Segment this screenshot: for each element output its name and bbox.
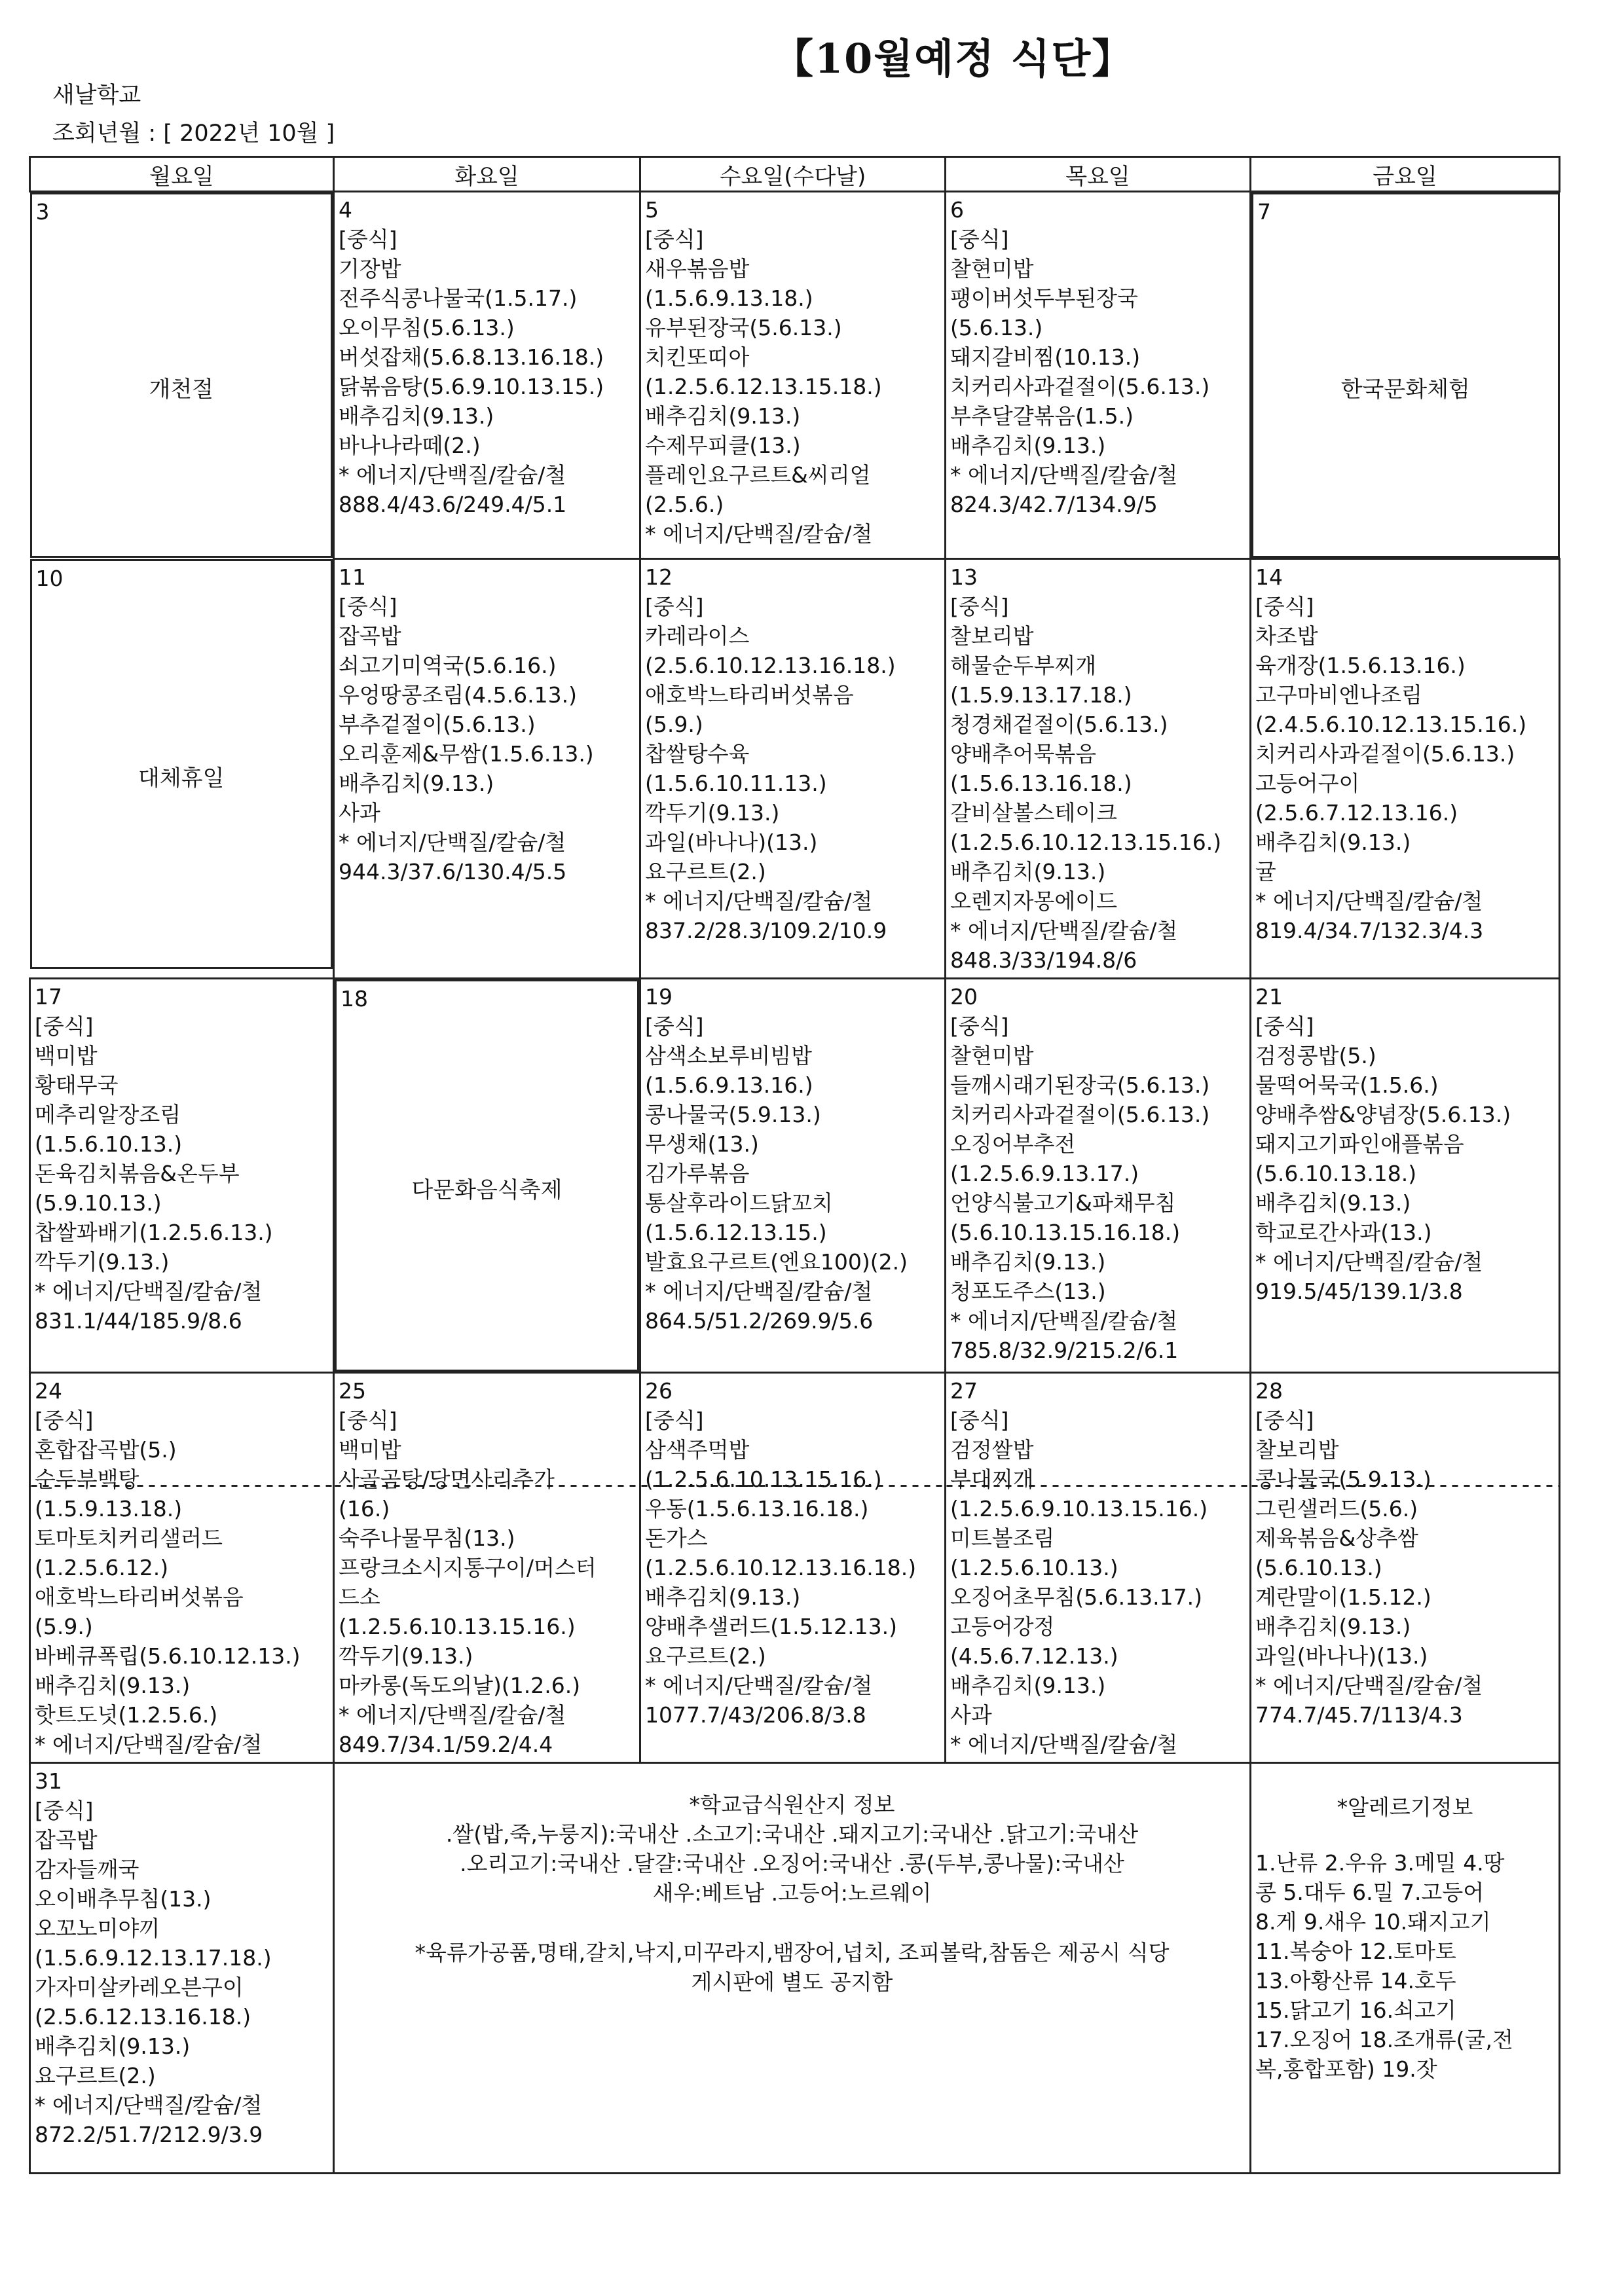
menu-items xyxy=(645,225,940,549)
menu-item: (1.5.6.9.13.16.) xyxy=(645,1072,813,1098)
menu-item: (1.5.6.9.12.13.17.18.) xyxy=(35,1945,272,1971)
day-cell xyxy=(640,192,946,559)
menu-item: 부추겉절이(5.6.13.) xyxy=(339,712,536,737)
day-cell xyxy=(1251,559,1560,979)
allergy-info-line: 17.오징어 18.조개류(굴,전 xyxy=(1255,2027,1513,2052)
day-date: 26 xyxy=(645,1378,673,1404)
menu-item: (2.5.6.10.12.13.16.18.) xyxy=(645,653,896,678)
menu-item: (2.5.6.12.13.16.18.) xyxy=(35,2004,251,2030)
menu-item: 김가루볶음 xyxy=(645,1161,750,1186)
menu-item: * 에너지/단백질/칼슘/철 xyxy=(950,1732,1178,1757)
menu-item: 오꼬노미야끼 xyxy=(35,1916,160,1941)
menu-item: 찰현미밥 xyxy=(950,256,1034,282)
menu-items xyxy=(339,1406,635,1759)
menu-item: 잡곡밥 xyxy=(35,1827,98,1853)
menu-item: 깍두기(9.13.) xyxy=(339,1643,473,1669)
menu-item: 핫트도넛(1.2.5.6.) xyxy=(35,1702,218,1728)
menu-item: * 에너지/단백질/칼슘/철 xyxy=(950,462,1178,488)
menu-item: 고등어구이 xyxy=(1255,771,1360,796)
menu-items xyxy=(950,592,1246,975)
menu-item: 토마토치커리샐러드 xyxy=(35,1525,223,1551)
menu-item: 배추김치(9.13.) xyxy=(339,403,494,429)
menu-item: 배추김치(9.13.) xyxy=(35,1673,191,1698)
day-cell xyxy=(334,559,640,979)
menu-item: (1.2.5.6.10.12.13.15.16.) xyxy=(950,829,1222,855)
menu-item: 숙주나물무침(13.) xyxy=(339,1525,515,1551)
menu-item: (16.) xyxy=(339,1496,390,1522)
menu-item: 찰보리밥 xyxy=(950,623,1034,649)
menu-item: [중식] xyxy=(339,227,397,252)
menu-item: (1.2.5.6.9.13.17.) xyxy=(950,1161,1139,1186)
menu-item: * 에너지/단백질/칼슘/철 xyxy=(1255,888,1483,914)
menu-item: [중식] xyxy=(35,1408,94,1433)
menu-item: 순두부백탕 xyxy=(35,1467,139,1492)
menu-item: 무생채(13.) xyxy=(645,1131,759,1157)
menu-item: (1.2.5.6.10.13.) xyxy=(950,1555,1118,1580)
menu-item: 785.8/32.9/215.2/6.1 xyxy=(950,1338,1179,1363)
menu-item: 메추리알장조림 xyxy=(35,1102,181,1127)
menu-item: 그린샐러드(5.6.) xyxy=(1255,1496,1418,1522)
menu-item: 872.2/51.7/212.9/3.9 xyxy=(35,2122,263,2147)
menu-item: (1.5.9.13.17.18.) xyxy=(950,682,1132,708)
menu-item: 849.7/34.1/59.2/4.4 xyxy=(339,1732,553,1757)
menu-item: 요구르트(2.) xyxy=(645,859,766,884)
menu-item: 864.5/51.2/269.9/5.6 xyxy=(645,1308,874,1334)
menu-item: 사과 xyxy=(339,800,380,826)
menu-item: 감자들깨국 xyxy=(35,1857,139,1882)
day-event: 대체휴일 xyxy=(138,765,225,792)
day-date: 17 xyxy=(35,984,62,1010)
day-date: 6 xyxy=(950,197,964,223)
menu-item: 배추김치(9.13.) xyxy=(35,2033,191,2059)
menu-item: * 에너지/단백질/칼슘/철 xyxy=(950,918,1178,943)
menu-item: 824.3/42.7/134.9/5 xyxy=(950,492,1158,517)
allergy-info-line: 11.복숭아 12.토마토 xyxy=(1255,1939,1456,1964)
menu-item: 배추김치(9.13.) xyxy=(645,1584,801,1610)
menu-item: 사골곰탕/당면사리추가 xyxy=(339,1467,555,1492)
menu-item: 과일(바나나)(13.) xyxy=(1255,1643,1428,1669)
menu-item: 치킨또띠아 xyxy=(645,344,750,370)
menu-item: 통살후라이드닭꼬치 xyxy=(645,1190,833,1216)
day-date: 24 xyxy=(35,1378,62,1404)
menu-item: (5.9.) xyxy=(645,712,703,737)
menu-item: 버섯잡채(5.6.8.13.16.18.) xyxy=(339,344,604,370)
menu-item: * 에너지/단백질/칼슘/철 xyxy=(35,2092,263,2118)
menu-item: 우엉땅콩조림(4.5.6.13.) xyxy=(339,682,577,708)
menu-item: 831.1/44/185.9/8.6 xyxy=(35,1308,242,1334)
menu-item: 애호박느타리버섯볶음 xyxy=(645,682,854,708)
menu-item: 사과 xyxy=(950,1702,992,1728)
menu-item: 배추김치(9.13.) xyxy=(1255,829,1411,855)
menu-item: 드소 xyxy=(339,1584,380,1610)
menu-item: * 에너지/단백질/칼슘/철 xyxy=(339,462,566,488)
origin-info-line: .쌀(밥,죽,누룽지):국내산 .소고기:국내산 .돼지고기:국내산 .닭고기:국내산 xyxy=(445,1821,1139,1847)
menu-item: 백미밥 xyxy=(339,1437,401,1463)
menu-item: * 에너지/단백질/칼슘/철 xyxy=(950,1308,1178,1334)
menu-item: 삼색주먹밥 xyxy=(645,1437,750,1463)
menu-items xyxy=(1255,592,1555,945)
day-cell xyxy=(335,979,639,1372)
menu-item: 돼지고기파인애플볶음 xyxy=(1255,1131,1464,1157)
menu-item: 양배추쌈&양념장(5.6.13.) xyxy=(1255,1102,1511,1127)
menu-item: (2.5.6.) xyxy=(645,492,724,517)
week-row xyxy=(30,192,1560,559)
menu-item: 배추김치(9.13.) xyxy=(339,771,494,796)
day-date: 4 xyxy=(339,197,352,223)
menu-item: 닭볶음탕(5.6.9.10.13.15.) xyxy=(339,374,604,399)
menu-item: 과일(바나나)(13.) xyxy=(645,829,818,855)
menu-item: (1.2.5.6.12.13.15.18.) xyxy=(645,374,882,399)
day-date: 18 xyxy=(341,986,368,1011)
menu-item: (1.2.5.6.10.12.13.16.18.) xyxy=(645,1555,917,1580)
allergy-info-line: 8.게 9.새우 10.돼지고기 xyxy=(1255,1909,1491,1935)
menu-item: 계란말이(1.5.12.) xyxy=(1255,1584,1431,1610)
menu-item: 유부된장국(5.6.13.) xyxy=(645,315,842,340)
menu-item: 쇠고기미역국(5.6.16.) xyxy=(339,653,557,678)
menu-item: 888.4/43.6/249.4/5.1 xyxy=(339,492,567,517)
menu-item: [중식] xyxy=(950,1408,1009,1433)
day-cell xyxy=(946,979,1251,1373)
menu-item: 요구르트(2.) xyxy=(35,2063,156,2088)
menu-items xyxy=(645,1011,940,1336)
menu-items xyxy=(950,1406,1246,1759)
menu-item: [중식] xyxy=(950,227,1009,252)
menu-item: 해물순두부찌개 xyxy=(950,653,1097,678)
menu-item: 제육볶음&상추쌈 xyxy=(1255,1525,1418,1551)
origin-info-line: .오리고기:국내산 .달걀:국내산 .오징어:국내산 .콩(두부,콩나물):국내산 xyxy=(460,1851,1124,1876)
day-date: 7 xyxy=(1257,199,1271,225)
menu-item: 찰현미밥 xyxy=(950,1043,1034,1068)
menu-item: * 에너지/단백질/칼슘/철 xyxy=(1255,1249,1483,1275)
menu-item: [중식] xyxy=(35,1798,94,1823)
menu-item: 고구마비엔나조림 xyxy=(1255,682,1423,708)
menu-item: (5.6.10.13.15.16.18.) xyxy=(950,1220,1181,1245)
weekday-header: 월요일 xyxy=(30,157,334,192)
menu-items xyxy=(950,1011,1246,1365)
day-date: 12 xyxy=(645,564,673,590)
menu-item: (4.5.6.7.12.13.) xyxy=(950,1643,1118,1669)
menu-item: [중식] xyxy=(1255,1408,1314,1433)
menu-item: 깍두기(9.13.) xyxy=(35,1249,170,1275)
menu-item: 치커리사과겉절이(5.6.13.) xyxy=(950,1102,1210,1127)
menu-item: 양배추샐러드(1.5.12.13.) xyxy=(645,1614,897,1639)
weekday-header: 수요일(수다날) xyxy=(640,157,946,192)
day-date: 31 xyxy=(35,1768,62,1794)
day-cell xyxy=(1251,1373,1560,1763)
day-date: 14 xyxy=(1255,564,1283,590)
menu-item: 배추김치(9.13.) xyxy=(950,433,1106,458)
menu-items xyxy=(1255,1406,1555,1730)
allergy-info-box xyxy=(1251,1763,1560,2174)
menu-item: 가자미살카레오븐구이 xyxy=(35,1975,244,2000)
menu-item: * 에너지/단백질/칼슘/철 xyxy=(35,1279,263,1304)
origin-info-heading: *학교급식원산지 정보 xyxy=(689,1792,895,1817)
menu-item: [중식] xyxy=(1255,1013,1314,1039)
menu-item: (1.2.5.6.12.) xyxy=(35,1555,169,1580)
menu-items xyxy=(35,1796,329,2149)
query-period: 조회년월 : [ 2022년 10월 ] xyxy=(52,120,335,147)
day-cell xyxy=(946,192,1251,559)
menu-item: 카레라이스 xyxy=(645,623,750,649)
week-row xyxy=(30,559,1560,979)
menu-items xyxy=(1255,1011,1555,1306)
menu-item: 1077.7/43/206.8/3.8 xyxy=(645,1702,866,1728)
day-date: 19 xyxy=(645,984,673,1010)
menu-item: (1.5.6.13.16.18.) xyxy=(950,771,1132,796)
menu-item: * 에너지/단백질/칼슘/철 xyxy=(645,888,873,914)
weekday-header: 목요일 xyxy=(946,157,1251,192)
menu-item: 새우볶음밥 xyxy=(645,256,750,282)
day-cell xyxy=(1251,192,1560,558)
menu-item: (5.9.10.13.) xyxy=(35,1190,162,1216)
menu-item: 삼색소보루비빔밥 xyxy=(645,1043,813,1068)
day-date: 11 xyxy=(339,564,366,590)
menu-item: 양배추어묵볶음 xyxy=(950,741,1097,767)
menu-item: (1.5.6.10.13.) xyxy=(35,1131,183,1157)
day-cell xyxy=(30,979,334,1373)
origin-notice-line: *육류가공품,명태,갈치,낙지,미꾸라지,뱀장어,넙치, 조피볼락,참돔은 제공시 식당 xyxy=(415,1940,1170,1965)
menu-item: 혼합잡곡밥(5.) xyxy=(35,1437,177,1463)
menu-item: (1.5.9.13.18.) xyxy=(35,1496,183,1522)
menu-item: 들깨시래기된장국(5.6.13.) xyxy=(950,1072,1210,1098)
menu-item: [중식] xyxy=(339,594,397,619)
origin-notice-line: 게시판에 별도 공지함 xyxy=(691,1969,893,1995)
week-row xyxy=(30,1763,1560,2174)
menu-item: 돈가스 xyxy=(645,1525,708,1551)
menu-item: * 에너지/단백질/칼슘/철 xyxy=(645,521,873,547)
menu-item: 청포도주스(13.) xyxy=(950,1279,1106,1304)
allergy-info-line: 13.아황산류 14.호두 xyxy=(1255,1968,1456,1994)
day-date: 10 xyxy=(35,565,64,591)
allergy-info-heading: *알레르기정보 xyxy=(1337,1795,1473,1820)
menu-item: 미트볼조림 xyxy=(950,1525,1055,1551)
day-cell xyxy=(334,192,640,559)
meal-plan-table xyxy=(29,156,1560,2174)
day-date: 28 xyxy=(1255,1378,1283,1404)
day-cell xyxy=(640,559,946,979)
menu-item: 치커리사과겉절이(5.6.13.) xyxy=(950,374,1210,399)
menu-item: 검정콩밥(5.) xyxy=(1255,1043,1376,1068)
menu-item: 팽이버섯두부된장국 xyxy=(950,285,1138,311)
menu-item: 배추김치(9.13.) xyxy=(950,1673,1106,1698)
menu-items xyxy=(35,1406,329,1759)
allergy-info-line: 콩 5.대두 6.밀 7.고등어 xyxy=(1255,1880,1485,1905)
day-date: 13 xyxy=(950,564,978,590)
menu-item: [중식] xyxy=(950,1013,1009,1039)
weekday-header: 화요일 xyxy=(334,157,640,192)
menu-item: 프랑크소시지통구이/머스터 xyxy=(339,1555,597,1580)
menu-item: 돼지갈비찜(10.13.) xyxy=(950,344,1141,370)
menu-item: 잡곡밥 xyxy=(339,623,401,649)
day-date: 27 xyxy=(950,1378,978,1404)
menu-item: 부대찌개 xyxy=(950,1467,1034,1492)
day-cell xyxy=(640,979,946,1373)
menu-item: 944.3/37.6/130.4/5.5 xyxy=(339,859,567,884)
menu-item: [중식] xyxy=(645,1013,704,1039)
menu-item: [중식] xyxy=(950,594,1009,619)
day-cell xyxy=(640,1373,946,1763)
menu-item: (1.2.5.6.9.10.13.15.16.) xyxy=(950,1496,1208,1522)
week-row xyxy=(30,1373,1560,1763)
menu-item: 고등어강정 xyxy=(950,1614,1055,1639)
menu-item: 콩나물국(5.9.13.) xyxy=(1255,1467,1431,1492)
menu-item: [중식] xyxy=(339,1408,397,1433)
menu-item: 갈비살볼스테이크 xyxy=(950,800,1118,826)
menu-item: 청경채겉절이(5.6.13.) xyxy=(950,712,1168,737)
day-date: 3 xyxy=(35,199,50,225)
page-title: 【10월예정 식단】 xyxy=(773,35,1134,82)
menu-item: 오이배추무침(13.) xyxy=(35,1886,212,1912)
menu-item: [중식] xyxy=(645,594,704,619)
menu-item: 전주식콩나물국(1.5.17.) xyxy=(339,285,578,311)
day-cell xyxy=(334,1373,640,1763)
menu-item: 찹쌀꽈배기(1.2.5.6.13.) xyxy=(35,1220,273,1245)
menu-item: 물떡어묵국(1.5.6.) xyxy=(1255,1072,1439,1098)
menu-item: 황태무국 xyxy=(35,1072,119,1098)
menu-item: 오이무침(5.6.13.) xyxy=(339,315,515,340)
allergy-info-line: 복,홍합포함) 19.잣 xyxy=(1255,2056,1437,2082)
day-date: 21 xyxy=(1255,984,1283,1010)
day-cell xyxy=(30,559,333,969)
menu-item: [중식] xyxy=(1255,594,1314,619)
menu-items xyxy=(339,592,635,886)
menu-item: 백미밥 xyxy=(35,1043,98,1068)
menu-item: 오징어부추전 xyxy=(950,1131,1076,1157)
menu-item: (5.6.13.) xyxy=(950,315,1043,340)
menu-item: 육개장(1.5.6.13.16.) xyxy=(1255,653,1466,678)
menu-item: 배추김치(9.13.) xyxy=(950,1249,1106,1275)
origin-info-box xyxy=(334,1763,1251,2174)
day-cell xyxy=(946,1373,1251,1763)
menu-item: 배추김치(9.13.) xyxy=(950,859,1106,884)
menu-item: 배추김치(9.13.) xyxy=(1255,1614,1411,1639)
menu-item: 배추김치(9.13.) xyxy=(645,403,801,429)
menu-items xyxy=(950,225,1246,519)
menu-items xyxy=(339,225,635,519)
day-cell xyxy=(30,192,333,558)
menu-item: 부추달걀볶음(1.5.) xyxy=(950,403,1134,429)
day-date: 25 xyxy=(339,1378,366,1404)
menu-item: 919.5/45/139.1/3.8 xyxy=(1255,1279,1463,1304)
weekday-header-row xyxy=(30,157,1560,192)
menu-item: (1.5.6.12.13.15.) xyxy=(645,1220,827,1245)
menu-item: * 에너지/단백질/칼슘/철 xyxy=(645,1673,873,1698)
day-cell xyxy=(1251,979,1560,1373)
menu-item: (1.2.5.6.10.13.15.16.) xyxy=(645,1467,882,1492)
week-row xyxy=(30,979,1560,1373)
menu-item: 귤 xyxy=(1255,859,1276,884)
day-event: 개천절 xyxy=(149,376,214,403)
day-cell xyxy=(30,1373,334,1763)
menu-item: 819.4/34.7/132.3/4.3 xyxy=(1255,918,1484,943)
menu-item: 플레인요구르트&씨리얼 xyxy=(645,462,871,488)
menu-item: (2.5.6.7.12.13.16.) xyxy=(1255,800,1458,826)
menu-item: 치커리사과겉절이(5.6.13.) xyxy=(1255,741,1515,767)
menu-item: [중식] xyxy=(645,1408,704,1433)
menu-items xyxy=(645,1406,940,1730)
menu-item: * 에너지/단백질/칼슘/철 xyxy=(339,829,566,855)
menu-item: (1.2.5.6.10.13.15.16.) xyxy=(339,1614,576,1639)
menu-item: (2.4.5.6.10.12.13.15.16.) xyxy=(1255,712,1527,737)
day-cell xyxy=(946,559,1251,979)
menu-item: * 에너지/단백질/칼슘/철 xyxy=(339,1702,566,1728)
menu-item: 콩나물국(5.9.13.) xyxy=(645,1102,821,1127)
menu-item: * 에너지/단백질/칼슘/철 xyxy=(645,1279,873,1304)
menu-item: (5.9.) xyxy=(35,1614,93,1639)
day-event: 다문화음식축제 xyxy=(411,1176,563,1203)
menu-item: [중식] xyxy=(35,1013,94,1039)
menu-item: 바나나라떼(2.) xyxy=(339,433,481,458)
menu-item: [중식] xyxy=(645,227,704,252)
day-date: 5 xyxy=(645,197,659,223)
menu-item: 848.3/33/194.8/6 xyxy=(950,947,1137,973)
menu-item: 마카롱(독도의날)(1.2.6.) xyxy=(339,1673,581,1698)
menu-items xyxy=(645,592,940,945)
menu-item: 학교로간사과(13.) xyxy=(1255,1220,1432,1245)
menu-item: 돈육김치볶음&온두부 xyxy=(35,1161,240,1186)
menu-item: 837.2/28.3/109.2/10.9 xyxy=(645,918,887,943)
menu-item: 깍두기(9.13.) xyxy=(645,800,780,826)
menu-item: 오리훈제&무쌈(1.5.6.13.) xyxy=(339,741,594,767)
menu-item: (5.6.10.13.) xyxy=(1255,1555,1382,1580)
day-event: 한국문화체험 xyxy=(1340,376,1470,403)
menu-item: 기장밥 xyxy=(339,256,401,282)
menu-item: 찰보리밥 xyxy=(1255,1437,1339,1463)
menu-item: (1.5.6.9.13.18.) xyxy=(645,285,813,311)
menu-item: 바베큐폭립(5.6.10.12.13.) xyxy=(35,1643,301,1669)
menu-item: 오징어초무침(5.6.13.17.) xyxy=(950,1584,1202,1610)
menu-item: 차조밥 xyxy=(1255,623,1318,649)
origin-info-line: 새우:베트남 .고등어:노르웨이 xyxy=(652,1880,932,1906)
weekday-header: 금요일 xyxy=(1251,157,1560,192)
menu-item: 774.7/45.7/113/4.3 xyxy=(1255,1702,1463,1728)
menu-items xyxy=(35,1011,329,1336)
allergy-info-line: 1.난류 2.우유 3.메밀 4.땅 xyxy=(1255,1850,1505,1876)
menu-item: (5.6.10.13.18.) xyxy=(1255,1161,1417,1186)
menu-item: 요구르트(2.) xyxy=(645,1643,766,1669)
menu-item: * 에너지/단백질/칼슘/철 xyxy=(1255,1673,1483,1698)
menu-item: 찹쌀탕수육 xyxy=(645,741,750,767)
menu-item: 발효요구르트(엔요100)(2.) xyxy=(645,1249,908,1275)
menu-item: 언양식불고기&파채무침 xyxy=(950,1190,1176,1216)
day-date: 20 xyxy=(950,984,978,1010)
menu-item: (1.5.6.10.11.13.) xyxy=(645,771,827,796)
allergy-info-line: 15.닭고기 16.쇠고기 xyxy=(1255,1997,1456,2023)
menu-item: 오렌지자몽에이드 xyxy=(950,888,1118,914)
menu-item: 배추김치(9.13.) xyxy=(1255,1190,1411,1216)
menu-item: 우동(1.5.6.13.16.18.) xyxy=(645,1496,869,1522)
day-cell-31 xyxy=(30,1763,334,2174)
menu-item: 수제무피클(13.) xyxy=(645,433,801,458)
menu-item: * 에너지/단백질/칼슘/철 xyxy=(35,1732,263,1757)
menu-item: 검정쌀밥 xyxy=(950,1437,1034,1463)
menu-item: 애호박느타리버섯볶음 xyxy=(35,1584,244,1610)
school-name: 새날학교 xyxy=(52,82,141,109)
